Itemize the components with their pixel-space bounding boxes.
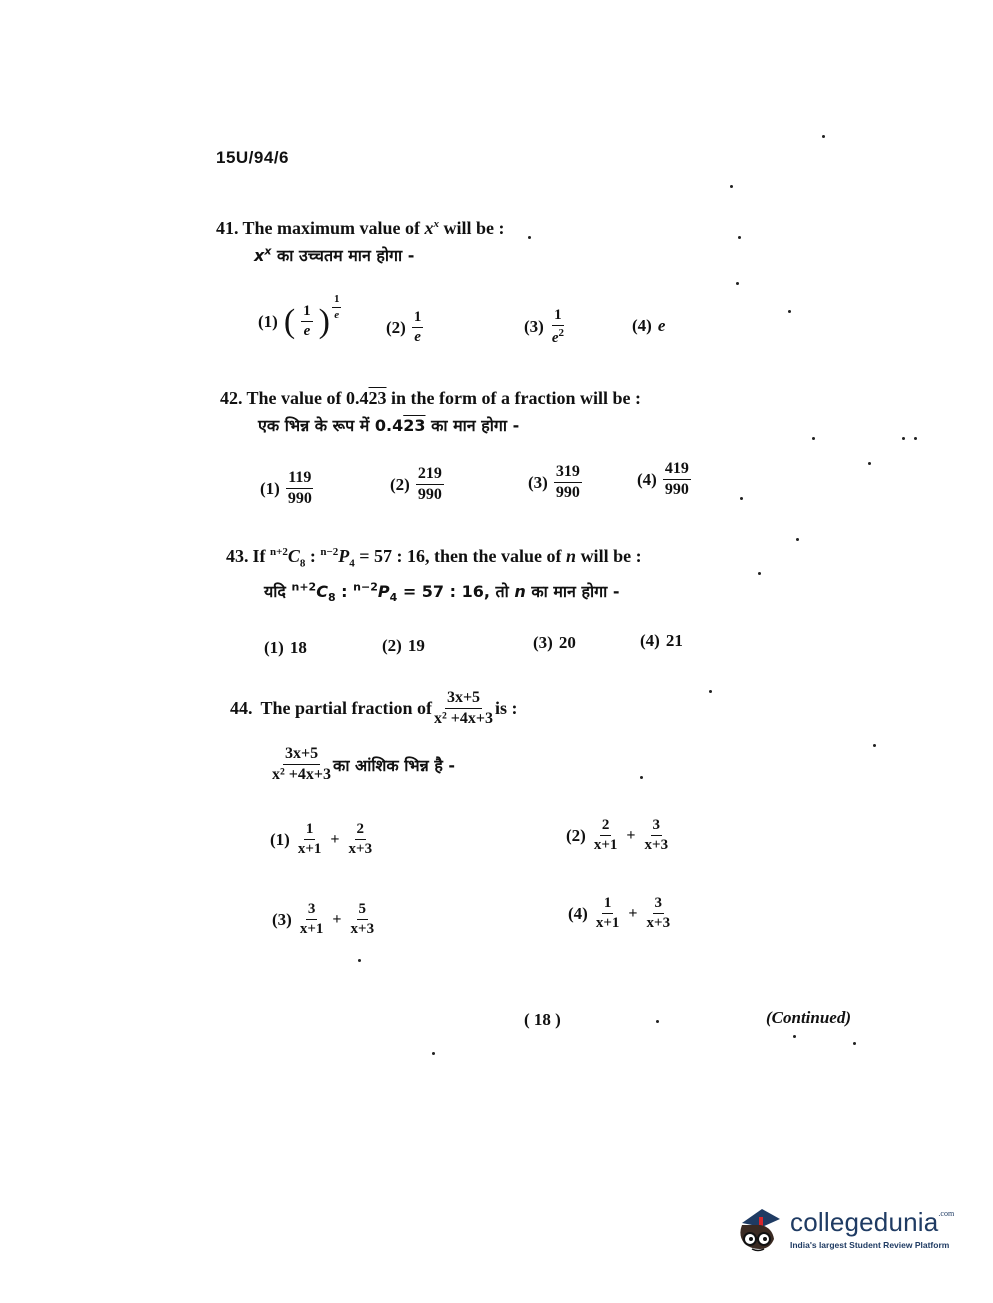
option-41-4[interactable]: (4) e [632, 316, 666, 335]
option-43-4[interactable]: (4) 21 [640, 631, 683, 650]
option-42-2[interactable]: (2) $\frac{219}{990}$ [390, 465, 442, 503]
question-text-english: The maximum value of $x^x$ will be : [242, 218, 505, 238]
question-text-english: If $^{n+2}C_8$ : $^{n-2}P_4 = 57$ : 16, then the value of n will be : [252, 546, 642, 570]
option-42-3[interactable]: (3) $\frac{319}{990}$ [528, 463, 580, 501]
logo-mascot-icon [736, 1205, 782, 1253]
option-43-1[interactable]: (1) 18 [264, 638, 307, 657]
continued-label: (Continued) [766, 1008, 852, 1027]
collegedunia-logo: collegedunia$^{.com}$ India's largest Student Review Platform [736, 1198, 966, 1260]
question-text-hindi: $x^x$ का उच्चतम मान होगा - [254, 244, 415, 265]
question-text-hindi: $\frac{3x+5}{\text{x² +4x+3}}$ का आंशिक भिन्न है - [272, 745, 456, 783]
question-43 [226, 546, 642, 570]
question-number: 44. [230, 698, 253, 718]
question-number: 41. [216, 218, 239, 238]
option-41-2[interactable]: (2) $\frac{1}{e}$ [386, 309, 422, 345]
option-44-2[interactable]: (2) $\frac{2}{x+1}$ + $\frac{3}{x+3}$ [566, 817, 669, 853]
question-number: 43. [226, 546, 249, 566]
option-41-3[interactable]: (3) $\frac{1}{e^2}$ [524, 307, 564, 346]
option-43-3[interactable]: (3) 20 [533, 633, 576, 652]
question-text-english: The value of 0.423 in the form of a fraction will be : [246, 388, 641, 408]
paper-code: 15U/94/6 [216, 148, 289, 167]
question-42 [220, 388, 641, 409]
option-44-4[interactable]: (4) $\frac{1}{x+1}$ + $\frac{3}{x+3}$ [568, 895, 671, 931]
page-number: ( 18 ) [524, 1010, 561, 1029]
expression-fraction: $\frac{3x+5}{\text{x² +4x+3}}$ [433, 689, 494, 727]
question-number: 42. [220, 388, 243, 408]
option-42-1[interactable]: (1) $\frac{119}{990}$ [260, 469, 312, 507]
option-44-3[interactable]: (3) $\frac{3}{x+1}$ + $\frac{5}{x+3}$ [272, 901, 375, 937]
option-43-2[interactable]: (2) 19 [382, 636, 425, 655]
option-44-1[interactable]: (1) $\frac{1}{x+1}$ + $\frac{2}{x+3}$ [270, 821, 373, 857]
question-text-english: The partial fraction of [260, 698, 432, 718]
question-text-hindi: यदि $^{n+2}C_8$ : $^{n-2}P_4 = 57$ : 16, तो n का मान होगा - [264, 580, 620, 605]
option-41-1[interactable]: (1) ( $\frac{1}{e}$ ) $\frac{1}{e}$ [258, 293, 340, 340]
question-41 [216, 218, 505, 239]
option-42-4[interactable]: (4) $\frac{419}{990}$ [637, 460, 689, 498]
question-44: 44. The partial fraction of $\frac{3x+5}{\text{x² +4x+3}}$ is : [230, 689, 518, 727]
question-text-hindi: एक भिन्न के रूप में 0.423 का मान होगा - [258, 416, 520, 435]
